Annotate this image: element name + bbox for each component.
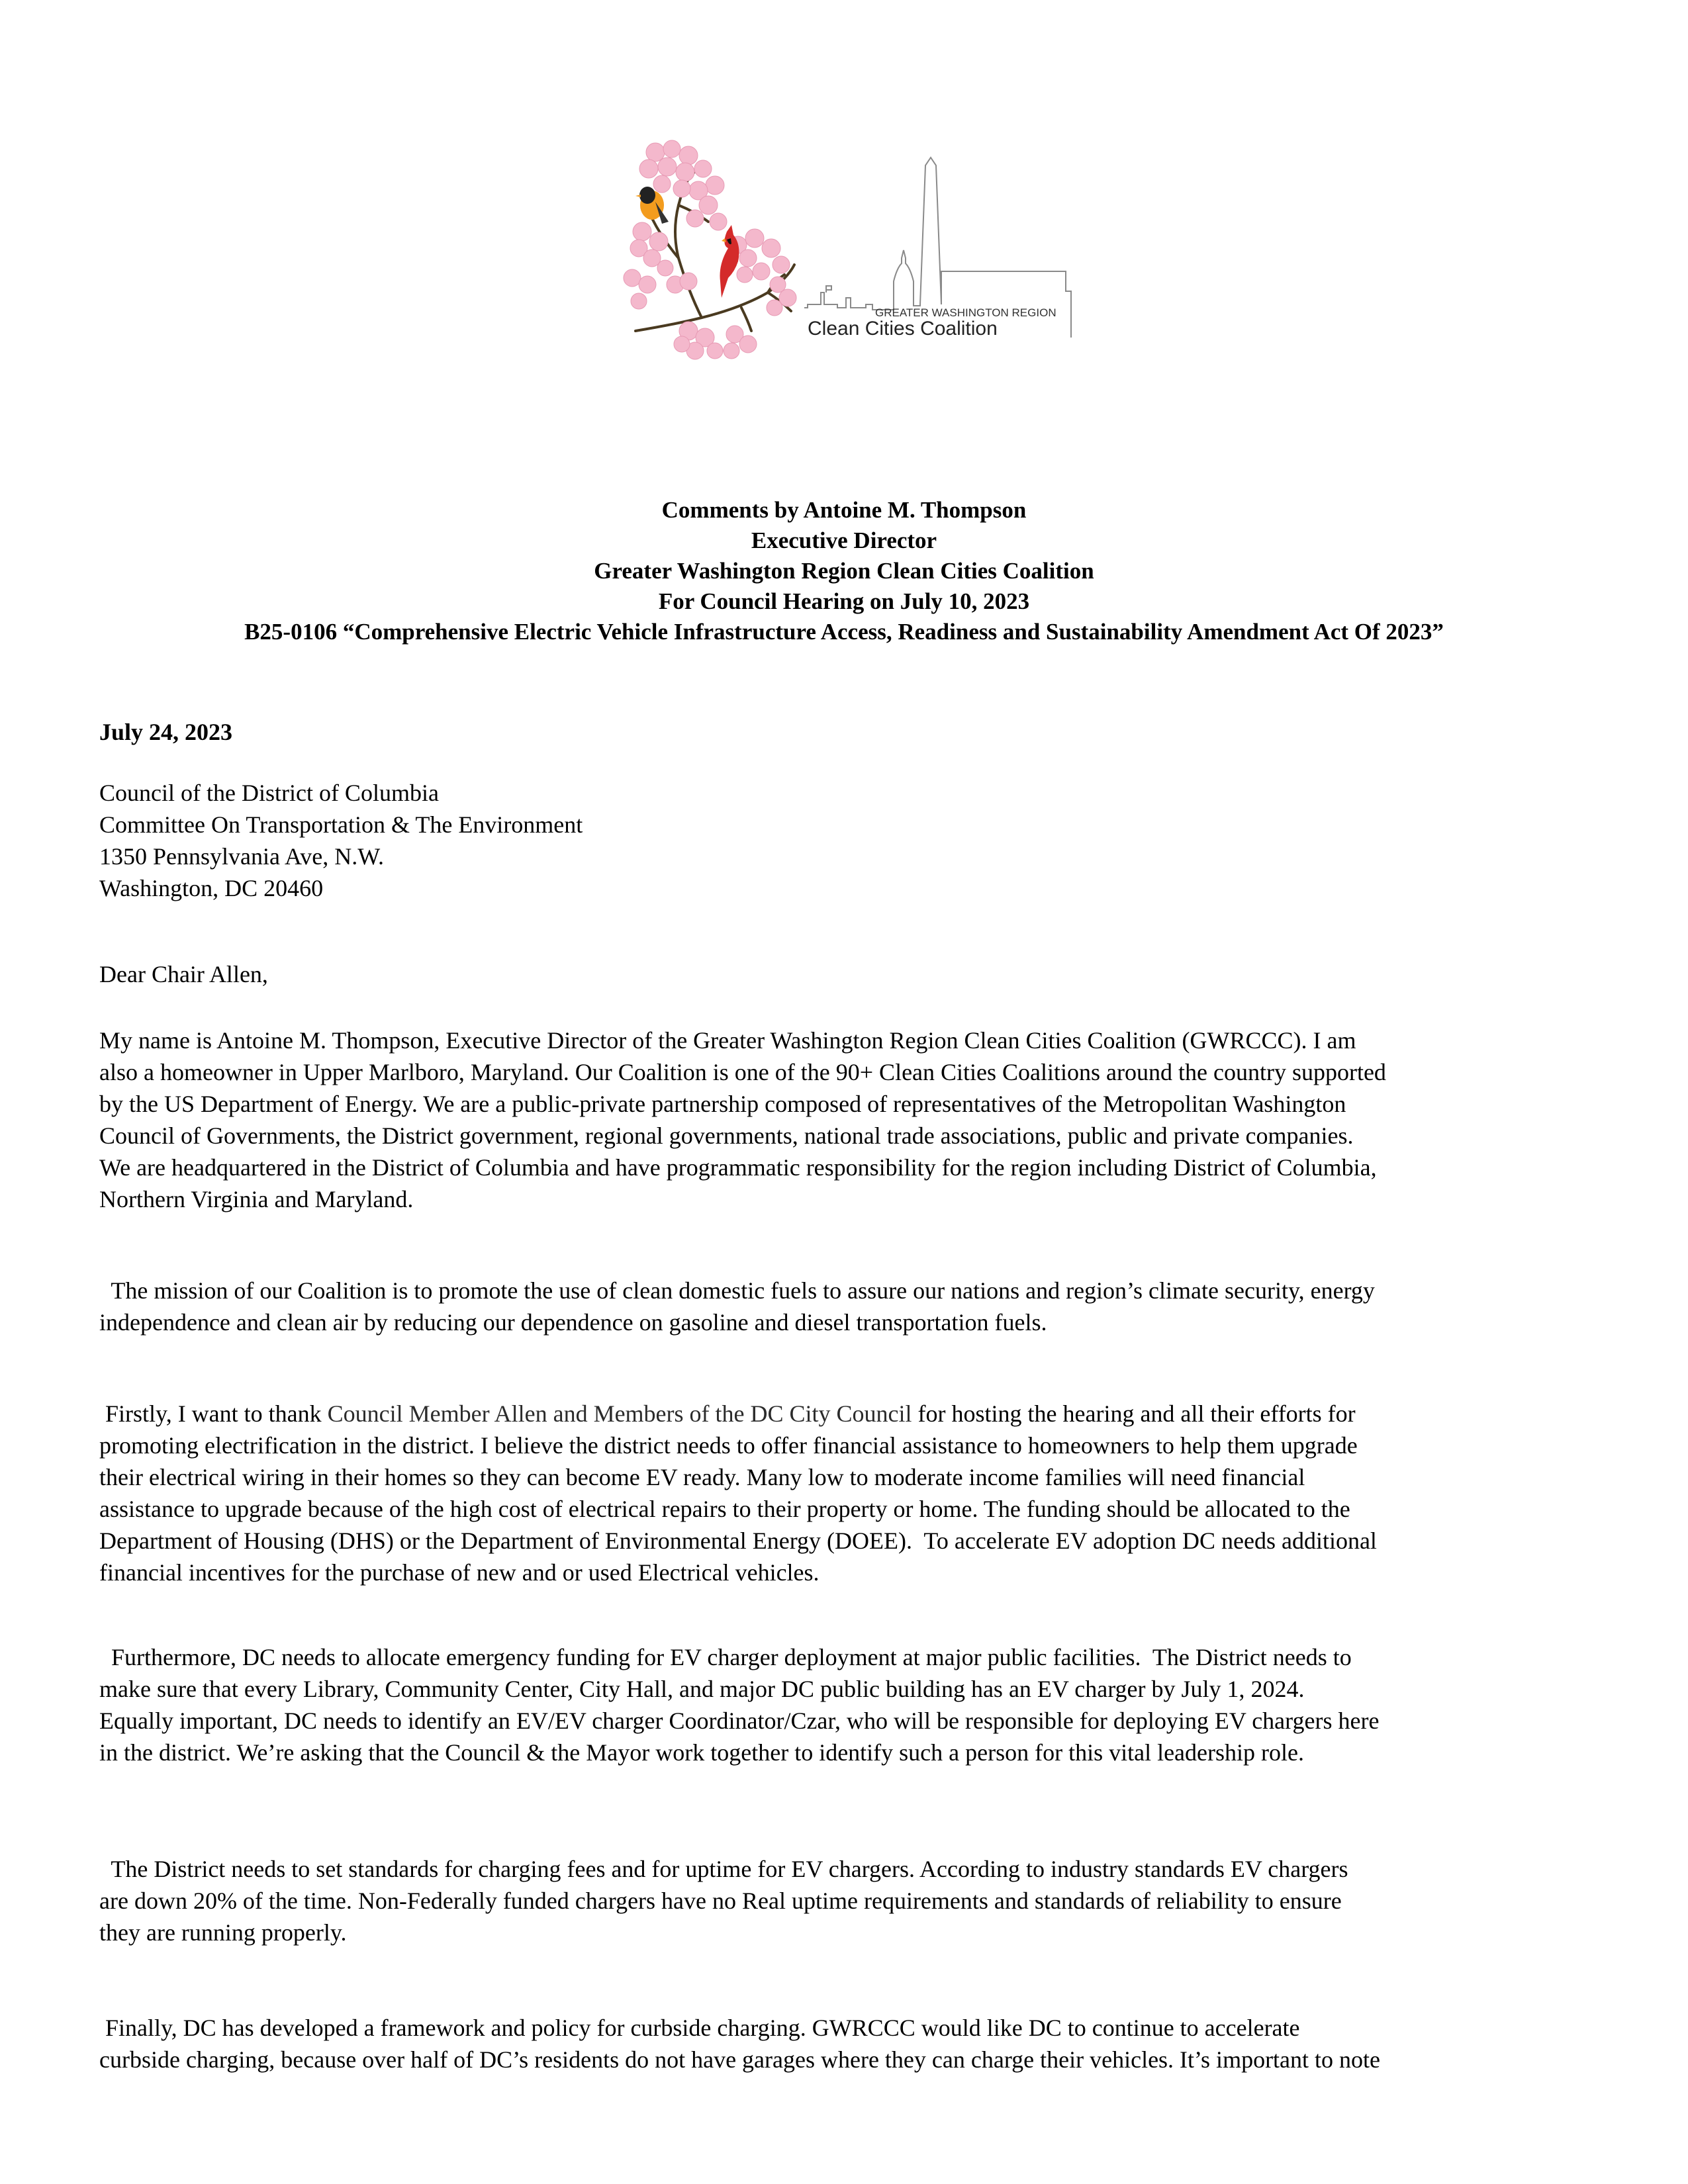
text-line: promoting electrification in the district. I believe the district needs to offer financial assistance to homeowners to help them upgrade <box>99 1432 1358 1459</box>
council-member-reference: Council Member Allen and Members of the DC City Council <box>327 1400 912 1427</box>
text-line: We are headquartered in the District of Columbia and have programmatic responsibility for the region including District of Columbia, <box>99 1154 1377 1181</box>
header-title: Executive Director <box>751 527 937 553</box>
text-line: Furthermore, DC needs to allocate emergency funding for EV charger deployment at major public facilities. The District needs to <box>99 1644 1352 1670</box>
text-segment: Firstly, I want to thank <box>99 1400 328 1427</box>
address-line: Washington, DC 20460 <box>99 875 324 901</box>
header-author: Comments by Antoine M. Thompson <box>661 497 1027 523</box>
text-line: Finally, DC has developed a framework and policy for curbside charging. GWRCCC would like DC to continue to accelerate <box>99 2015 1300 2041</box>
header-organization: Greater Washington Region Clean Cities Coalition <box>594 558 1094 584</box>
address-line: Council of the District of Columbia <box>99 780 439 806</box>
text-line: are down 20% of the time. Non-Federally funded chargers have no Real uptime requirements and standards of reliability to ensure <box>99 1888 1342 1914</box>
text-line: make sure that every Library, Community Center, City Hall, and major DC public building has an EV charger by July 1, 2024. <box>99 1676 1305 1702</box>
document-header <box>66 495 1622 647</box>
paragraph-finally <box>99 2012 1595 2075</box>
text-line: also a homeowner in Upper Marlboro, Maryland. Our Coalition is one of the 90+ Clean Cities Coalitions around the country supported <box>99 1059 1386 1085</box>
paragraph-introduction <box>99 1024 1595 1215</box>
text-line: The District needs to set standards for charging fees and for uptime for EV chargers. According to industry standards EV chargers <box>99 1856 1348 1882</box>
text-line: The mission of our Coalition is to promote the use of clean domestic fuels to assure our nations and region’s climate security, energy <box>99 1277 1375 1304</box>
svg-text:GREATER WASHINGTON REGION: GREATER WASHINGTON REGION <box>875 306 1056 319</box>
text-line: Northern Virginia and Maryland. <box>99 1186 414 1212</box>
paragraph-standards <box>99 1853 1595 1948</box>
header-bill: B25-0106 “Comprehensive Electric Vehicle Infrastructure Access, Readiness and Sustainability Amendment Act Of 2023” <box>244 619 1444 645</box>
text-line: in the district. We’re asking that the Council & the Mayor work together to identify such a person for this vital leadership role. <box>99 1739 1304 1766</box>
text-line: My name is Antoine M. Thompson, Executive Director of the Greater Washington Region Clean Cities Coalition (GWRCCC). I am <box>99 1027 1356 1054</box>
text-line: Equally important, DC needs to identify an EV/EV charger Coordinator/Czar, who will be responsible for deploying EV chargers here <box>99 1707 1380 1734</box>
text-line: curbside charging, because over half of DC’s residents do not have garages where they can charge their vehicles. It’s important to note <box>99 2046 1381 2073</box>
svg-text:Clean Cities Coalition: Clean Cities Coalition <box>808 318 998 340</box>
address-line: 1350 Pennsylvania Ave, N.W. <box>99 843 384 870</box>
text-line: Council of Governments, the District government, regional governments, national trade associations, public and private companies. <box>99 1122 1354 1149</box>
paragraph-furthermore <box>99 1641 1595 1768</box>
paragraph-firstly <box>99 1398 1595 1588</box>
recipient-address <box>99 777 1595 904</box>
text-segment: for hosting the hearing and all their efforts for <box>912 1400 1356 1427</box>
cherry-blossom-birds-dc-skyline-icon <box>616 139 1072 367</box>
text-line: financial incentives for the purchase of new and or used Electrical vehicles. <box>99 1559 820 1586</box>
text-line: Department of Housing (DHS) or the Department of Environmental Energy (DOEE). To accelerate EV adoption DC needs additional <box>99 1527 1377 1554</box>
text-line: they are running properly. <box>99 1919 347 1946</box>
text-line: independence and clean air by reducing our dependence on gasoline and diesel transportation fuels. <box>99 1309 1047 1336</box>
address-line: Committee On Transportation & The Environment <box>99 811 583 838</box>
header-hearing: For Council Hearing on July 10, 2023 <box>658 588 1030 614</box>
paragraph-mission <box>99 1275 1595 1338</box>
letter-date: July 24, 2023 <box>99 719 233 745</box>
text-line: their electrical wiring in their homes so they can become EV ready. Many low to moderate income families will need financial <box>99 1464 1305 1490</box>
salutation: Dear Chair Allen, <box>99 961 268 987</box>
coalition-logo <box>616 139 1072 367</box>
text-line: assistance to upgrade because of the high cost of electrical repairs to their property or home. The funding should be allocated to the <box>99 1496 1350 1522</box>
text-line: by the US Department of Energy. We are a public-private partnership composed of representatives of the Metropolitan Washington <box>99 1091 1346 1117</box>
